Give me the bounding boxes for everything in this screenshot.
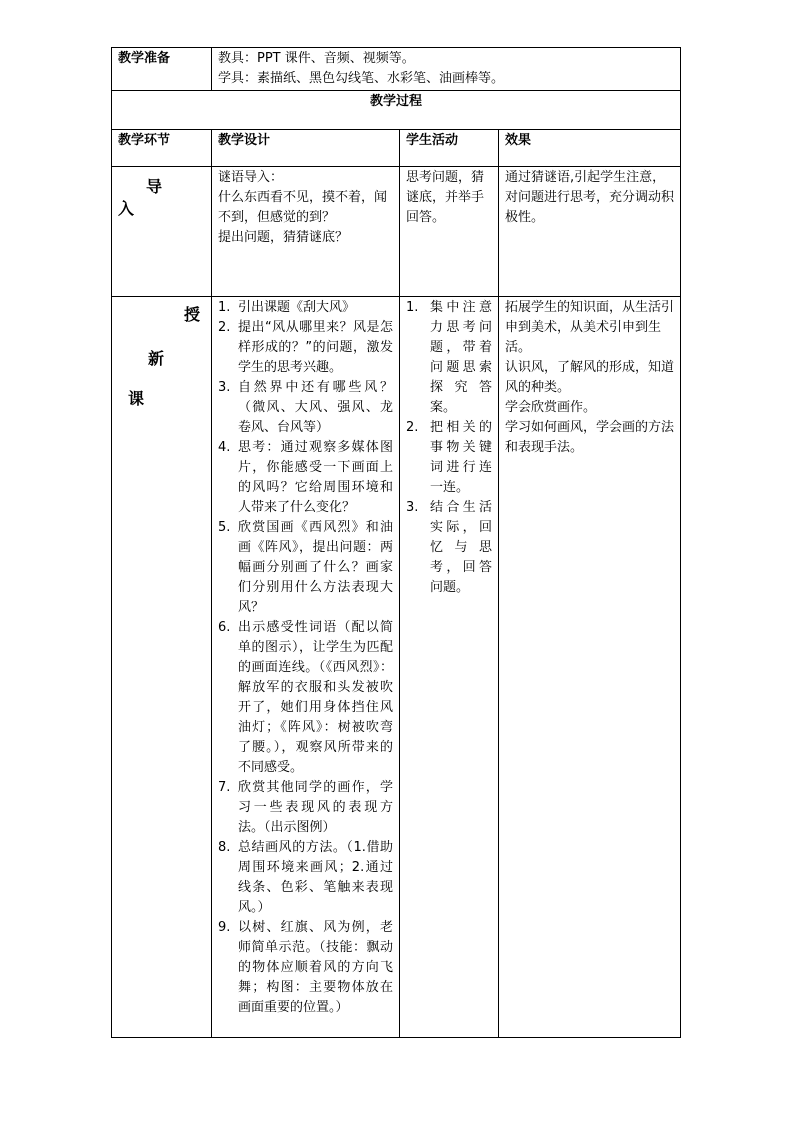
effect-line: 拓展学生的知识面，从生活引申到美术，从美术引申到生活。 — [505, 300, 675, 355]
student-activities-list — [406, 298, 492, 598]
header-design: 教学设计 — [212, 130, 400, 167]
list-item: 1. 引出课题《刮大风》 — [218, 300, 356, 315]
process-title-row — [112, 91, 681, 130]
list-item: 8. 总结画风的方法。（1.借助周围环境来画风；2.通过线条、色彩、笔触来表现风。） — [218, 840, 393, 915]
list-item: 5. 欣赏国画《西风烈》和油画《阵风》，提出问题：两幅画分别画了什么？画家们分别用什么方法表现大风？ — [218, 520, 393, 615]
effect-line: 学会欣赏画作。 — [505, 400, 597, 415]
header-row — [112, 130, 681, 167]
list-item: 2. 提出“风从哪里来？风是怎样形成的？”的问题，激发学生的思考兴趣。 — [218, 320, 393, 375]
list-item: 6. 出示感受性词语（配以简单的图示），让学生为匹配的画面连线。（《西风烈》：解放军的衣服和头发被吹开了，她们用身体挡住风油灯；《阵风》：树被吹弯了腰。），观察风所带来的不同感受。 — [218, 620, 393, 775]
new-lesson-row — [112, 297, 681, 1038]
intro-design-line: 提出问题，猜猜谜底？ — [218, 230, 349, 245]
list-item: 3. 结合生活实际，回忆与思考，回答问题。 — [406, 500, 492, 595]
prep-row — [112, 48, 681, 91]
intro-row — [112, 167, 681, 297]
design-steps-list — [218, 298, 393, 1018]
intro-effect: 通过猜谜语,引起学生注意，对问题进行思考，充分调动积极性。 — [499, 167, 681, 297]
intro-design — [212, 167, 400, 297]
list-item: 1. 集中注意力思考问题，带着问题思索探究答案。 — [406, 300, 492, 415]
header-student: 学生活动 — [400, 130, 499, 167]
lesson-plan-table — [111, 47, 681, 1038]
list-item: 4. 思考：通过观察多媒体图片，你能感受一下画面上的风吗？它给周围环境和人带来了什么变化？ — [218, 440, 393, 515]
list-item: 9. 以树、红旗、风为例，老师简单示范。（技能：飘动的物体应顺着风的方向飞舞；构图：主要物体放在画面重要的位置。） — [218, 920, 393, 1015]
new-lesson-stage-char: 课 — [128, 389, 145, 408]
new-lesson-effect — [499, 297, 681, 1038]
prep-content — [212, 48, 681, 91]
intro-stage-cell — [112, 167, 212, 297]
student-tools: 学具：素描纸、黑色勾线笔、水彩笔、油画棒等。 — [218, 71, 505, 86]
new-lesson-stage-char: 授 — [184, 305, 201, 324]
effect-line: 认识风，了解风的形成，知道风的种类。 — [505, 360, 675, 395]
new-lesson-stage-char: 新 — [148, 349, 165, 368]
effect-line: 学习如何画风，学会画的方法和表现手法。 — [505, 420, 675, 455]
new-lesson-design — [212, 297, 400, 1038]
teacher-tools: 教具：PPT 课件、音频、视频等。 — [218, 51, 415, 66]
header-stage: 教学环节 — [112, 130, 212, 167]
list-item: 7. 欣赏其他同学的画作，学习一些表现风的表现方法。（出示图例） — [218, 780, 393, 835]
intro-design-line: 谜语导入： — [218, 170, 284, 185]
intro-student: 思考问题，猜谜底，并举手回答。 — [400, 167, 499, 297]
process-title: 教学过程 — [112, 91, 681, 130]
new-lesson-student — [400, 297, 499, 1038]
intro-design-line: 什么东西看不见，摸不着，闻不到，但感觉的到？ — [218, 190, 388, 225]
intro-stage: 导 入 — [118, 177, 171, 218]
new-lesson-stage — [112, 297, 212, 1038]
prep-label: 教学准备 — [112, 48, 212, 91]
list-item: 3. 自然界中还有哪些风？（微风、大风、强风、龙卷风、台风等） — [218, 380, 393, 435]
header-effect: 效果 — [499, 130, 681, 167]
list-item: 2. 把相关的事物关键词进行连一连。 — [406, 420, 492, 495]
